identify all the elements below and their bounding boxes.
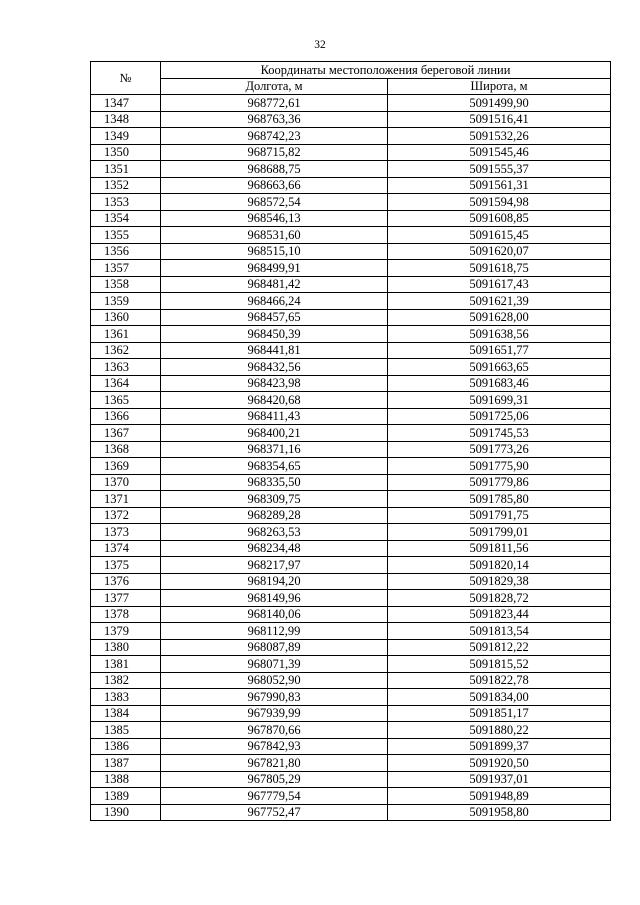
table-row — [91, 194, 611, 211]
table-row — [91, 507, 611, 524]
latitude-cell: 5091545,46 — [388, 144, 611, 161]
row-number-cell: 1390 — [91, 804, 161, 821]
longitude-cell: 968354,65 — [161, 458, 388, 475]
latitude-cell: 5091621,39 — [388, 293, 611, 310]
latitude-cell: 5091617,43 — [388, 276, 611, 293]
table-row — [91, 408, 611, 425]
row-number-cell: 1360 — [91, 309, 161, 326]
longitude-cell: 967779,54 — [161, 788, 388, 805]
table-row — [91, 474, 611, 491]
table-row — [91, 276, 611, 293]
latitude-cell: 5091799,01 — [388, 524, 611, 541]
table-row — [91, 95, 611, 112]
longitude-cell: 968335,50 — [161, 474, 388, 491]
latitude-cell: 5091615,45 — [388, 227, 611, 244]
longitude-cell: 968742,23 — [161, 128, 388, 145]
table-row — [91, 623, 611, 640]
table-row — [91, 755, 611, 772]
longitude-cell: 967990,83 — [161, 689, 388, 706]
latitude-cell: 5091499,90 — [388, 95, 611, 112]
latitude-cell: 5091785,80 — [388, 491, 611, 508]
longitude-cell: 968217,97 — [161, 557, 388, 574]
row-number-cell: 1364 — [91, 375, 161, 392]
longitude-cell: 968194,20 — [161, 573, 388, 590]
longitude-cell: 968411,43 — [161, 408, 388, 425]
longitude-cell: 968140,06 — [161, 606, 388, 623]
latitude-cell: 5091823,44 — [388, 606, 611, 623]
latitude-cell: 5091937,01 — [388, 771, 611, 788]
latitude-cell: 5091516,41 — [388, 111, 611, 128]
row-number-cell: 1356 — [91, 243, 161, 260]
latitude-cell: 5091663,65 — [388, 359, 611, 376]
row-number-cell: 1361 — [91, 326, 161, 343]
row-number-cell: 1387 — [91, 755, 161, 772]
longitude-cell: 968071,39 — [161, 656, 388, 673]
longitude-cell: 968087,89 — [161, 639, 388, 656]
table-row — [91, 243, 611, 260]
table-row — [91, 606, 611, 623]
row-number-cell: 1351 — [91, 161, 161, 178]
longitude-cell: 968149,96 — [161, 590, 388, 607]
longitude-column-header: Долгота, м — [161, 78, 388, 95]
longitude-cell: 968466,24 — [161, 293, 388, 310]
table-row — [91, 788, 611, 805]
latitude-cell: 5091899,37 — [388, 738, 611, 755]
latitude-cell: 5091561,31 — [388, 177, 611, 194]
row-number-cell: 1368 — [91, 441, 161, 458]
latitude-cell: 5091628,00 — [388, 309, 611, 326]
latitude-cell: 5091745,53 — [388, 425, 611, 442]
coordinates-table — [90, 61, 611, 821]
table-row — [91, 639, 611, 656]
table-row — [91, 326, 611, 343]
row-number-cell: 1378 — [91, 606, 161, 623]
latitude-cell: 5091779,86 — [388, 474, 611, 491]
latitude-cell: 5091638,56 — [388, 326, 611, 343]
latitude-cell: 5091791,75 — [388, 507, 611, 524]
latitude-cell: 5091822,78 — [388, 672, 611, 689]
table-row — [91, 771, 611, 788]
longitude-cell: 968715,82 — [161, 144, 388, 161]
longitude-cell: 968234,48 — [161, 540, 388, 557]
number-column-header: № — [91, 62, 161, 95]
longitude-cell: 968052,90 — [161, 672, 388, 689]
row-number-cell: 1388 — [91, 771, 161, 788]
longitude-cell: 967805,29 — [161, 771, 388, 788]
longitude-cell: 967821,80 — [161, 755, 388, 772]
longitude-cell: 967939,99 — [161, 705, 388, 722]
table-row — [91, 359, 611, 376]
row-number-cell: 1382 — [91, 672, 161, 689]
latitude-cell: 5091532,26 — [388, 128, 611, 145]
longitude-cell: 968499,91 — [161, 260, 388, 277]
table-row — [91, 656, 611, 673]
table-row — [91, 342, 611, 359]
coordinates-group-header: Координаты местоположения береговой линии — [161, 62, 611, 79]
row-number-cell: 1385 — [91, 722, 161, 739]
row-number-cell: 1359 — [91, 293, 161, 310]
row-number-cell: 1353 — [91, 194, 161, 211]
latitude-cell: 5091829,38 — [388, 573, 611, 590]
longitude-cell: 968289,28 — [161, 507, 388, 524]
table-row — [91, 458, 611, 475]
table-row — [91, 672, 611, 689]
latitude-cell: 5091920,50 — [388, 755, 611, 772]
longitude-cell: 968263,53 — [161, 524, 388, 541]
row-number-cell: 1348 — [91, 111, 161, 128]
latitude-cell: 5091683,46 — [388, 375, 611, 392]
latitude-cell: 5091608,85 — [388, 210, 611, 227]
latitude-cell: 5091948,89 — [388, 788, 611, 805]
table-subheader-row — [91, 78, 611, 95]
longitude-cell: 967842,93 — [161, 738, 388, 755]
row-number-cell: 1386 — [91, 738, 161, 755]
latitude-cell: 5091834,00 — [388, 689, 611, 706]
table-row — [91, 705, 611, 722]
row-number-cell: 1365 — [91, 392, 161, 409]
table-row — [91, 540, 611, 557]
longitude-cell: 968515,10 — [161, 243, 388, 260]
row-number-cell: 1352 — [91, 177, 161, 194]
longitude-cell: 968763,36 — [161, 111, 388, 128]
row-number-cell: 1355 — [91, 227, 161, 244]
table-row — [91, 144, 611, 161]
table-row — [91, 425, 611, 442]
latitude-cell: 5091773,26 — [388, 441, 611, 458]
longitude-cell: 968432,56 — [161, 359, 388, 376]
row-number-cell: 1374 — [91, 540, 161, 557]
row-number-cell: 1358 — [91, 276, 161, 293]
row-number-cell: 1379 — [91, 623, 161, 640]
longitude-cell: 968457,65 — [161, 309, 388, 326]
table-row — [91, 392, 611, 409]
table-row — [91, 557, 611, 574]
longitude-cell: 968663,66 — [161, 177, 388, 194]
longitude-cell: 968420,68 — [161, 392, 388, 409]
longitude-cell: 968309,75 — [161, 491, 388, 508]
latitude-cell: 5091620,07 — [388, 243, 611, 260]
longitude-cell: 968371,16 — [161, 441, 388, 458]
table-row — [91, 260, 611, 277]
row-number-cell: 1350 — [91, 144, 161, 161]
table-row — [91, 293, 611, 310]
row-number-cell: 1370 — [91, 474, 161, 491]
longitude-cell: 968772,61 — [161, 95, 388, 112]
table-body — [91, 95, 611, 821]
longitude-cell: 968546,13 — [161, 210, 388, 227]
latitude-cell: 5091880,22 — [388, 722, 611, 739]
row-number-cell: 1349 — [91, 128, 161, 145]
longitude-cell: 967870,66 — [161, 722, 388, 739]
row-number-cell: 1389 — [91, 788, 161, 805]
row-number-cell: 1347 — [91, 95, 161, 112]
latitude-cell: 5091651,77 — [388, 342, 611, 359]
row-number-cell: 1380 — [91, 639, 161, 656]
row-number-cell: 1371 — [91, 491, 161, 508]
longitude-cell: 968112,99 — [161, 623, 388, 640]
latitude-cell: 5091958,80 — [388, 804, 611, 821]
row-number-cell: 1369 — [91, 458, 161, 475]
table-row — [91, 210, 611, 227]
longitude-cell: 968688,75 — [161, 161, 388, 178]
latitude-cell: 5091820,14 — [388, 557, 611, 574]
table-header-row — [91, 62, 611, 79]
table-row — [91, 738, 611, 755]
table-row — [91, 689, 611, 706]
row-number-cell: 1362 — [91, 342, 161, 359]
latitude-column-header: Широта, м — [388, 78, 611, 95]
longitude-cell: 968481,42 — [161, 276, 388, 293]
table-row — [91, 573, 611, 590]
table-row — [91, 441, 611, 458]
longitude-cell: 967752,47 — [161, 804, 388, 821]
table-row — [91, 309, 611, 326]
table-row — [91, 375, 611, 392]
latitude-cell: 5091555,37 — [388, 161, 611, 178]
longitude-cell: 968423,98 — [161, 375, 388, 392]
latitude-cell: 5091828,72 — [388, 590, 611, 607]
latitude-cell: 5091725,06 — [388, 408, 611, 425]
page-number: 32 — [314, 39, 326, 51]
table-row — [91, 111, 611, 128]
row-number-cell: 1375 — [91, 557, 161, 574]
table-row — [91, 524, 611, 541]
table-row — [91, 128, 611, 145]
row-number-cell: 1381 — [91, 656, 161, 673]
table-row — [91, 491, 611, 508]
table-row — [91, 804, 611, 821]
row-number-cell: 1377 — [91, 590, 161, 607]
row-number-cell: 1367 — [91, 425, 161, 442]
latitude-cell: 5091851,17 — [388, 705, 611, 722]
row-number-cell: 1372 — [91, 507, 161, 524]
row-number-cell: 1383 — [91, 689, 161, 706]
row-number-cell: 1363 — [91, 359, 161, 376]
row-number-cell: 1357 — [91, 260, 161, 277]
table-row — [91, 722, 611, 739]
table-row — [91, 161, 611, 178]
row-number-cell: 1354 — [91, 210, 161, 227]
longitude-cell: 968400,21 — [161, 425, 388, 442]
row-number-cell: 1376 — [91, 573, 161, 590]
longitude-cell: 968572,54 — [161, 194, 388, 211]
row-number-cell: 1384 — [91, 705, 161, 722]
longitude-cell: 968450,39 — [161, 326, 388, 343]
latitude-cell: 5091813,54 — [388, 623, 611, 640]
latitude-cell: 5091815,52 — [388, 656, 611, 673]
longitude-cell: 968531,60 — [161, 227, 388, 244]
row-number-cell: 1366 — [91, 408, 161, 425]
row-number-cell: 1373 — [91, 524, 161, 541]
table-row — [91, 177, 611, 194]
table-row — [91, 590, 611, 607]
longitude-cell: 968441,81 — [161, 342, 388, 359]
latitude-cell: 5091618,75 — [388, 260, 611, 277]
table-row — [91, 227, 611, 244]
latitude-cell: 5091775,90 — [388, 458, 611, 475]
latitude-cell: 5091811,56 — [388, 540, 611, 557]
latitude-cell: 5091594,98 — [388, 194, 611, 211]
latitude-cell: 5091699,31 — [388, 392, 611, 409]
latitude-cell: 5091812,22 — [388, 639, 611, 656]
